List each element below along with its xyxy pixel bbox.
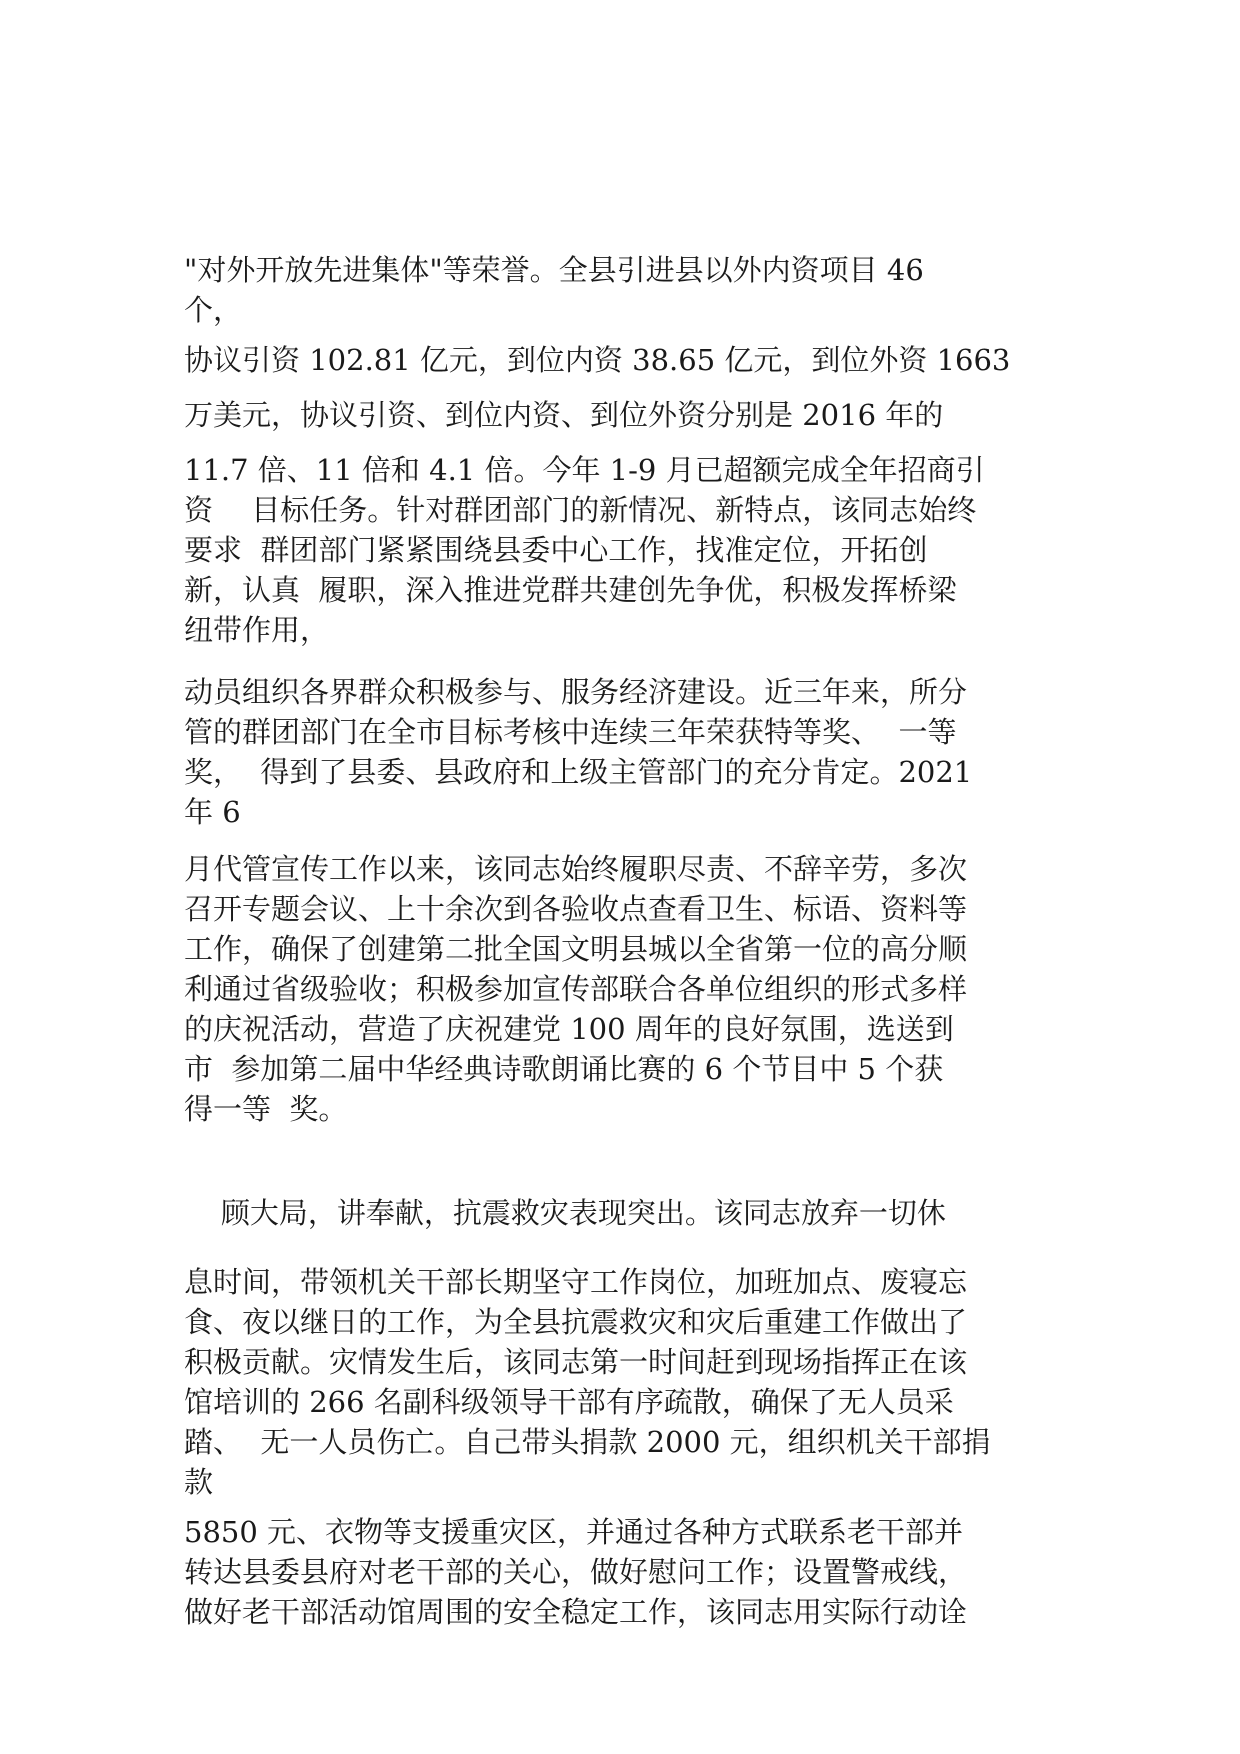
paragraph-earthquake-heading: 顾大局，讲奉献，抗震救灾表现突出。该同志放弃一切休 <box>184 1196 946 1230</box>
paragraph-investment-amounts: 协议引资 102.81 亿元，到位内资 38.65 亿元，到位外资 1663 <box>184 343 1011 377</box>
paragraph-investment-comparison: 万美元，协议引资、到位内资、到位外资分别是 2016 年的 <box>184 398 944 432</box>
paragraph-honors: "对外开放先进集体"等荣誉。全县引进县以外内资项目 46 个， <box>184 253 924 327</box>
paragraph-mobilization: 动员组织各界群众积极参与、服务经济建设。近三年来，所分 管的群团部门在全市目标考核中连续三年荣获特等奖、 一等 奖， 得到了县委、县政府和上级主管部门的充分肯定。2021 年 6 <box>184 675 973 829</box>
paragraph-publicity-work: 月代管宣传工作以来，该同志始终履职尽责、不辞辛劳，多次 召开专题会议、上十余次到各验收点查看卫生、标语、资料等 工作，确保了创建第二批全国文明县城以全省第一位的高分顺 利通过省级验收；积极参加宣传部联合各单位组织的形式多样 的庆祝活动，营造了庆祝建党 100 周年的良好氛围，选送到 市 参加第二届中华经典诗歌朗诵比赛的 6 个节目中 5 个获 得一等 奖。 <box>184 852 968 1126</box>
paragraph-donations: 5850 元、衣物等支援重灾区，并通过各种方式联系老干部并 转达县委县府对老干部的关心，做好慰问工作；设置警戒线， 做好老干部活动馆周围的安全稳定工作，该同志用实际行动诠 <box>184 1515 968 1629</box>
paragraph-earthquake-relief: 息时间，带领机关干部长期坚守工作岗位，加班加点、废寝忘 食、夜以继日的工作，为全县抗震救灾和灾后重建工作做出了 积极贡献。灾情发生后，该同志第一时间赶到现场指挥正在该 馆培训的 266 名副科级领导干部有序疏散，确保了无人员采 踏、 无一人员伤亡。自己带头捐款 2000 元，组织机关干部捐 款 <box>184 1265 991 1499</box>
paragraph-group-departments: 11.7 倍、11 倍和 4.1 倍。今年 1-9 月已超额完成全年招商引 资 目标任务。针对群团部门的新情况、新特点，该同志始终 要求 群团部门紧紧围绕县委中心工作，找准定位，开拓创 新，认真 履职，深入推进党群共建创先争优，积极发挥桥梁 纽带作用， <box>184 453 985 647</box>
